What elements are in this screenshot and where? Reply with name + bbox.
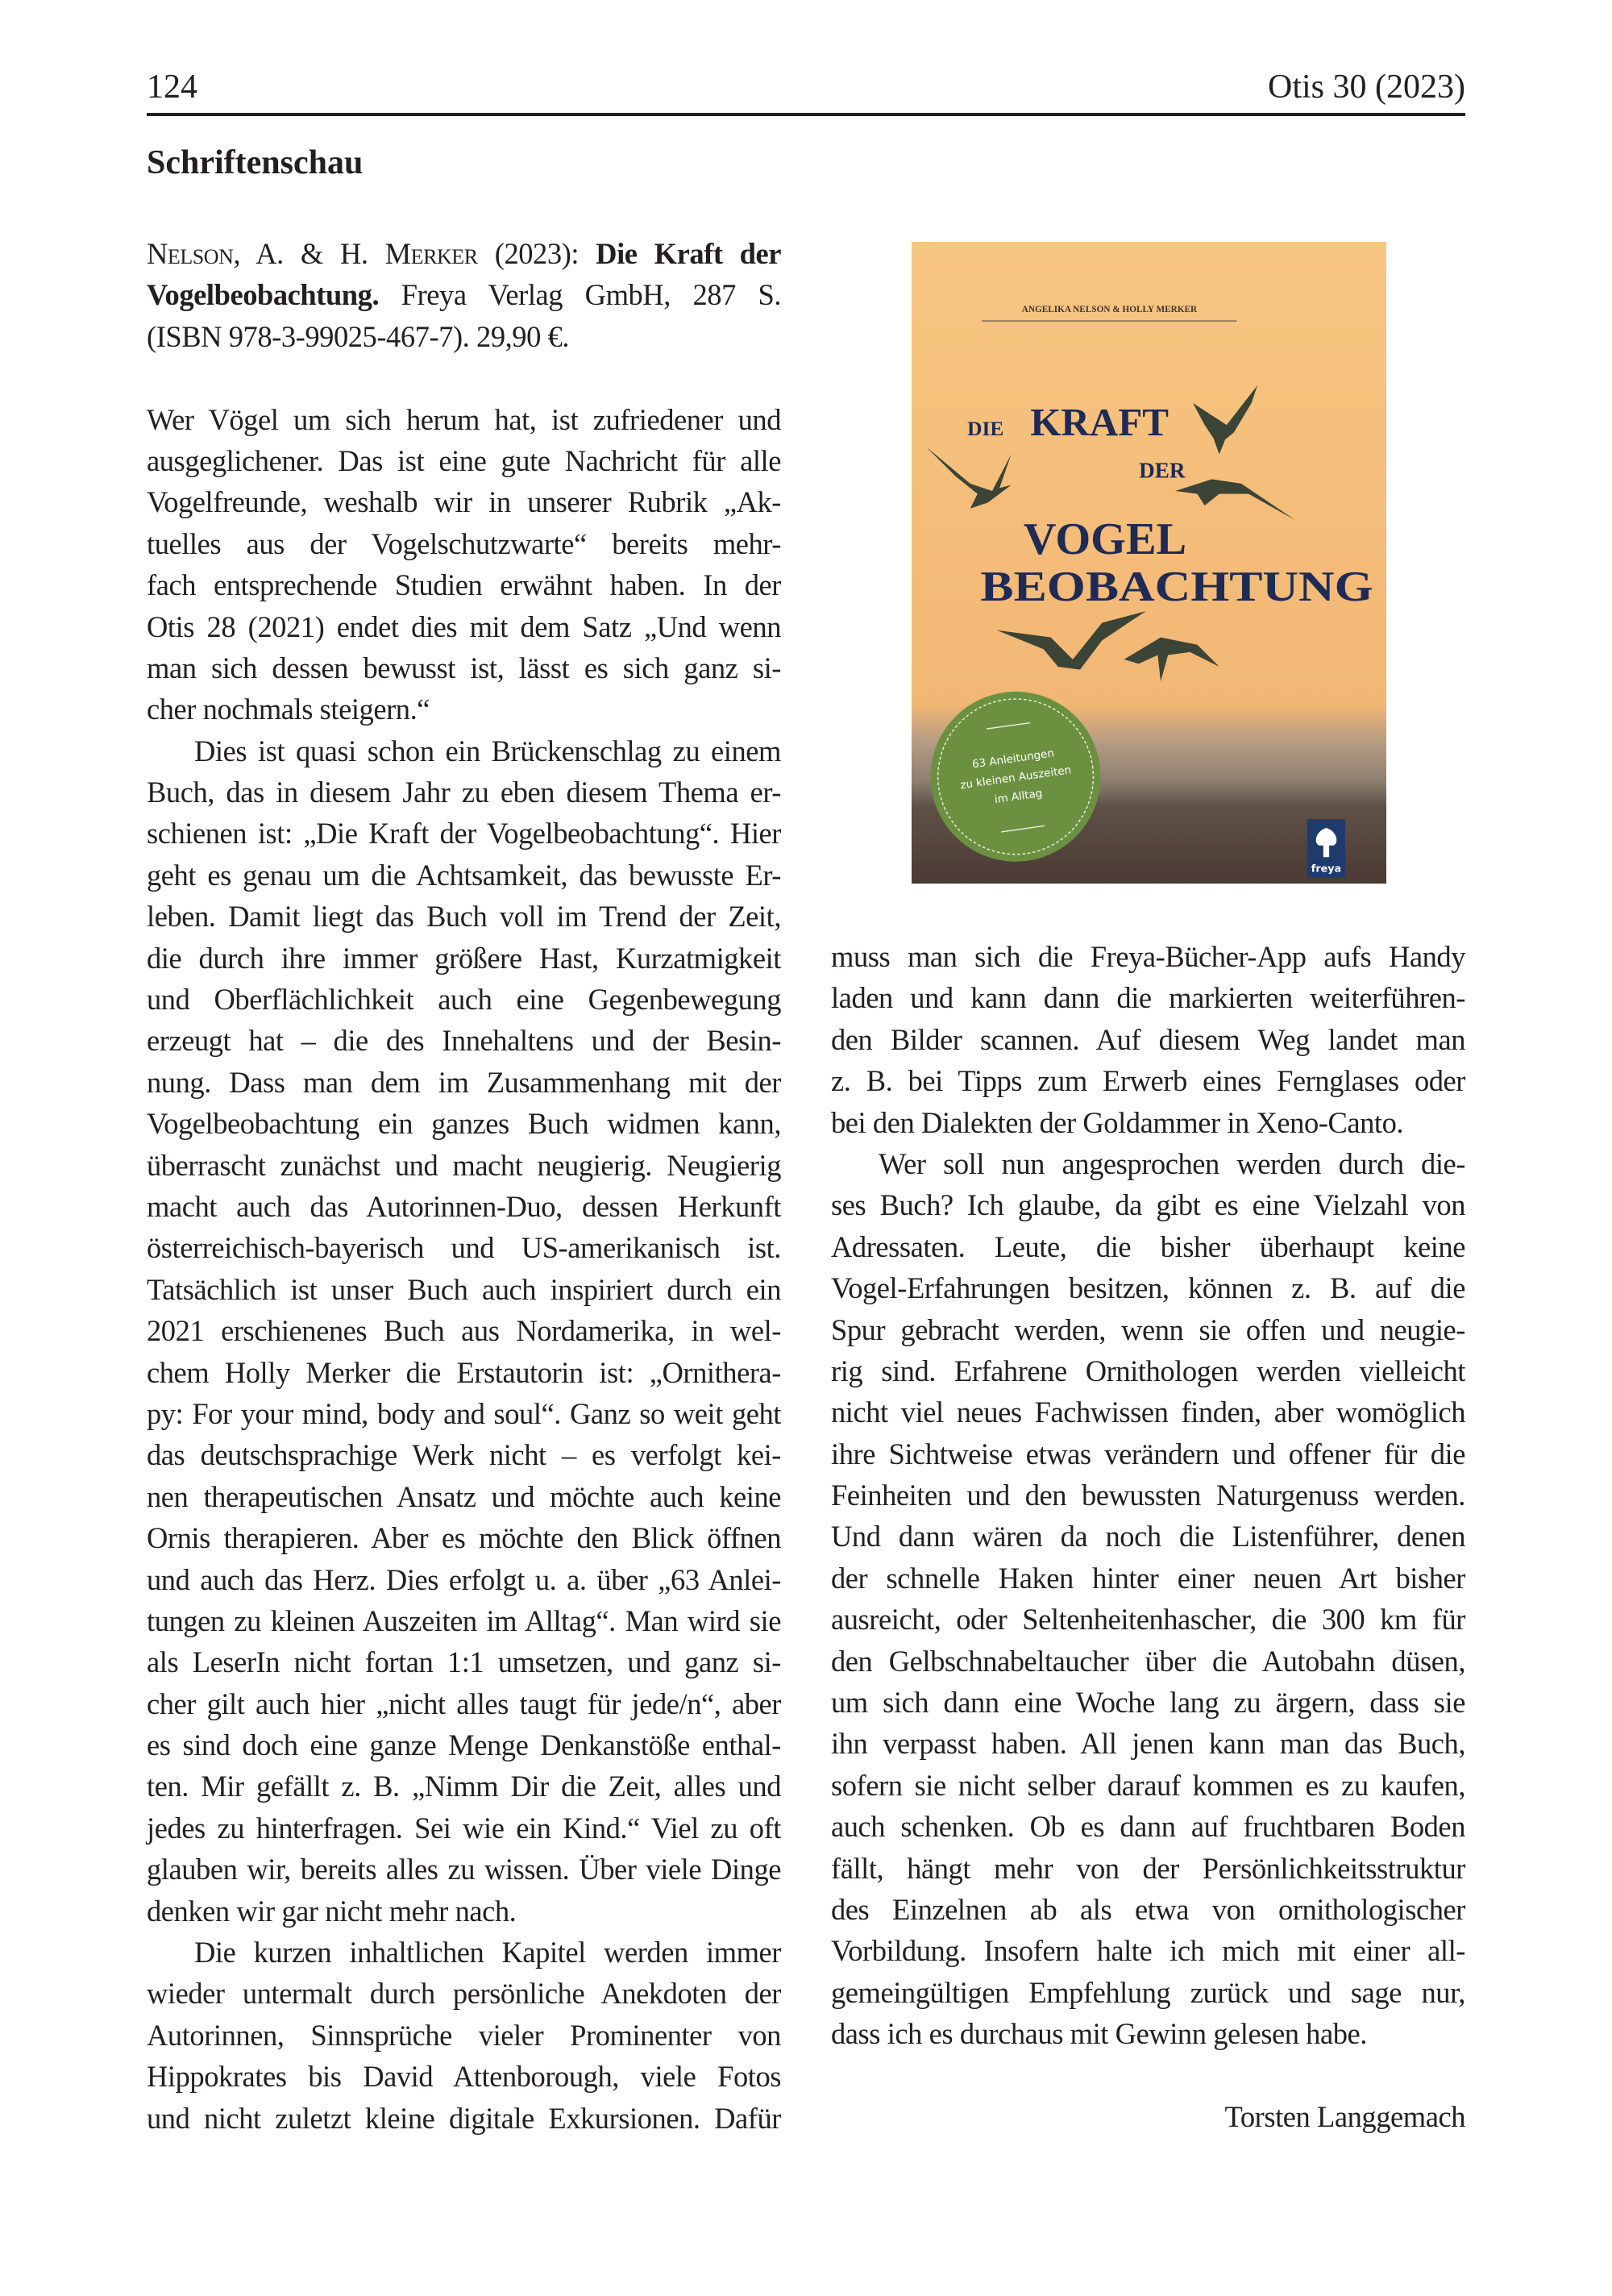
cover-title-beobachtung: BEOBACHTUNG — [980, 564, 1373, 611]
review-text-left — [147, 399, 781, 2139]
text-line: tuelles aus der Vogelschutzwarte“ bereits mehr- — [147, 526, 781, 560]
text-line: Hippokrates bis David Attenborough, viele Fotos — [147, 2060, 781, 2094]
text-line: auch schenken. Ob es dann auf fruchtbaren Boden — [831, 1810, 1465, 1844]
text-line: denken wir gar nicht mehr nach. — [147, 1894, 517, 1928]
spacer — [831, 2055, 1465, 2096]
cover-title-der: DER — [1139, 458, 1186, 483]
author-name: Nelson — [147, 237, 234, 270]
text-line: der schnelle Haken hinter einer neuen Art bisher — [831, 1561, 1465, 1595]
text-line: geht es genau um die Achtsamkeit, das bewusste Er- — [147, 858, 781, 892]
text-line: österreichisch-bayerisch und US-amerikanisch ist. — [147, 1231, 781, 1265]
text-line: Spur gebracht werden, wenn sie offen und neugie- — [831, 1312, 1465, 1346]
text-line: py: For your mind, body and soul“. Ganz so weit geht — [147, 1396, 781, 1430]
reference-line — [147, 316, 781, 357]
badge-line: 63 Anleitungen — [971, 747, 1055, 772]
text-line: leben. Damit liegt das Buch voll im Trend der Zeit, — [147, 900, 781, 934]
text-line: sofern sie nicht selber darauf kommen es zu kaufen, — [831, 1768, 1465, 1802]
text-line: chem Holly Merker die Erstautorin ist: „Ornithera- — [147, 1355, 781, 1389]
cover-title-kraft: KRAFT — [1030, 399, 1169, 444]
text-line: ausgeglichener. Das ist eine gute Nachricht für alle — [147, 443, 781, 477]
text-line: Dies ist quasi schon ein Brückenschlag zu einem — [194, 734, 781, 767]
text-line: Wer soll nun angesprochen werden durch die- — [879, 1146, 1465, 1180]
text-line: 2021 erschienenes Buch aus Nordamerika, in wel- — [147, 1314, 781, 1348]
reference-line — [147, 233, 781, 274]
text-line: Und dann wären da noch die Listenführer, denen — [831, 1520, 1465, 1554]
text-line: Feinheiten und den bewussten Naturgenuss werden. — [831, 1479, 1465, 1512]
author-name: Merker — [384, 237, 478, 270]
reviewer-signature: Torsten Langgemach — [1224, 2099, 1465, 2133]
text-line: Adressaten. Leute, die bisher überhaupt keine — [831, 1229, 1465, 1263]
left-column — [147, 233, 781, 2139]
text-line: Autorinnen, Sinnsprüche vieler Prominenter von — [147, 2018, 781, 2052]
spacer — [147, 357, 781, 398]
badge-line: zu kleinen Auszeiten — [959, 764, 1073, 792]
book-title: Vogelbeobachtung. — [147, 278, 380, 312]
text-line: als LeserIn nicht fortan 1:1 umsetzen, und ganz si- — [147, 1645, 781, 1679]
text-line: ihn verpasst haben. All jenen kann man das Buch, — [831, 1727, 1465, 1761]
book-cover-image — [912, 242, 1386, 884]
book-title: Die Kraft der — [596, 237, 781, 270]
section-title: Schriftenschau — [147, 144, 364, 181]
text-line: und nicht zuletzt kleine digitale Exkursionen. Dafür — [147, 2101, 781, 2135]
text-line: schienen ist: „Die Kraft der Vogelbeobachtung“. Hier — [147, 817, 781, 851]
text-line: man sich dessen bewusst ist, lässt es sich ganz si- — [147, 651, 781, 684]
isbn-price: (ISBN 978-3-99025-467-7). 29,90 €. — [147, 319, 570, 353]
text-line: ses Buch? Ich glaube, da gibt es eine Vielzahl von — [831, 1188, 1465, 1222]
badge-line: im Alltag — [993, 788, 1044, 807]
text-line: cher gilt auch hier „nicht alles taugt für jede/n“, aber — [147, 1687, 781, 1720]
text-line: muss man sich die Freya-Bücher-App aufs Handy — [831, 940, 1465, 973]
text-line: Vogelbeobachtung ein ganzes Buch widmen kann, — [147, 1107, 781, 1141]
text-line: um sich dann eine Woche lang zu ärgern, dass sie — [831, 1686, 1465, 1720]
text-line: gemeingültigen Empfehlung zurück und sage nur, — [831, 1975, 1465, 2009]
text-line: Vogelfreunde, weshalb wir in unserer Rubrik „Ak- — [147, 485, 781, 519]
text-line: die durch ihre immer größere Hast, Kurzatmigkeit — [147, 941, 781, 975]
text-line: ihre Sichtweise etwas verändern und offener für die — [831, 1437, 1465, 1470]
journal-issue: Otis 30 (2023) — [1268, 69, 1465, 106]
book-reference — [147, 233, 781, 357]
text-line: jedes zu hinterfragen. Sei wie ein Kind.“ Viel zu oft — [147, 1811, 781, 1845]
cover-title-die: DIE — [967, 416, 1004, 440]
text-line: nung. Dass man dem im Zusammenhang mit der — [147, 1065, 781, 1099]
text-line: fach entsprechende Studien erwähnt haben. In der — [147, 568, 781, 602]
text-line: cher nochmals steigern.“ — [147, 693, 430, 726]
text-line: Tatsächlich ist unser Buch auch inspiriert durch ein — [147, 1272, 781, 1306]
text-line: Vorbildung. Insofern halte ich mich mit einer all- — [831, 1934, 1465, 1968]
text-line: überrascht zunächst und macht neugierig. Neugierig — [147, 1148, 781, 1182]
author-separator: , A. & H. — [233, 237, 385, 270]
text-line: fällt, hängt mehr von der Persönlichkeitsstruktur — [831, 1851, 1465, 1885]
text-line: glauben wir, bereits alles zu wissen. Über viele Dinge — [147, 1853, 781, 1886]
right-column — [831, 936, 1465, 2137]
text-line: des Einzelnen ab als etwa von ornithologischer — [831, 1892, 1465, 1926]
text-line: Vogel-Erfahrungen besitzen, können z. B. auf die — [831, 1271, 1465, 1305]
page-number: 124 — [147, 69, 197, 106]
cover-title-vogel: VOGEL — [1023, 514, 1187, 565]
text-line: Otis 28 (2021) endet dies mit dem Satz „Und wenn — [147, 609, 781, 643]
text-line: dass ich es durchaus mit Gewinn gelesen habe. — [831, 2017, 1367, 2051]
text-line: das deutschsprachige Werk nicht – es verfolgt kei- — [147, 1438, 781, 1472]
header-rule — [147, 113, 1465, 116]
text-line: den Bilder scannen. Auf diesem Weg landet man — [831, 1022, 1465, 1056]
text-line: und auch das Herz. Dies erfolgt u. a. über „63 Anlei- — [147, 1562, 781, 1596]
year: (2023): — [477, 237, 596, 270]
text-line: und Oberflächlichkeit auch eine Gegenbewegung — [147, 983, 781, 1017]
text-line: es sind doch eine ganze Menge Denkanstöße enthal- — [147, 1728, 781, 1762]
text-line: laden und kann dann die markierten weiterführen- — [831, 981, 1465, 1015]
text-line: Wer Vögel um sich herum hat, ist zufriedener und — [147, 402, 781, 436]
text-line: Ornis therapieren. Aber es möchte den Blick öffnen — [147, 1521, 781, 1555]
text-line: Buch, das in diesem Jahr zu eben diesem Thema er- — [147, 776, 781, 809]
publisher: Freya Verlag GmbH, 287 S. — [379, 278, 781, 312]
text-line: nicht viel neues Fachwissen finden, aber womöglich — [831, 1395, 1465, 1429]
text-line: ausreicht, oder Seltenheitenhascher, die 300 km für — [831, 1603, 1465, 1637]
text-line: Die kurzen inhaltlichen Kapitel werden immer — [194, 1936, 781, 1969]
text-line: erzeugt hat – die des Innehaltens und der Besin- — [147, 1024, 781, 1058]
text-line: nen therapeutischen Ansatz und möchte auch keine — [147, 1479, 781, 1513]
text-line: bei den Dialekten der Goldammer in Xeno-Canto. — [831, 1105, 1404, 1139]
review-text-right — [831, 936, 1465, 2055]
publisher-logo — [1307, 819, 1345, 878]
text-line: ten. Mir gefällt z. B. „Nimm Dir die Zeit, alles und — [147, 1770, 781, 1803]
cover-authors: ANGELIKA NELSON & HOLLY MERKER — [1021, 305, 1198, 315]
text-line: z. B. bei Tipps zum Erwerb eines Fernglases oder — [831, 1064, 1465, 1098]
text-line: rig sind. Erfahrene Ornithologen werden vielleicht — [831, 1354, 1465, 1387]
text-line: wieder untermalt durch persönliche Anekdoten der — [147, 1977, 781, 2011]
reference-line — [147, 274, 781, 315]
text-line: tungen zu kleinen Auszeiten im Alltag“. Man wird sie — [147, 1603, 781, 1637]
publisher-logo-text: freya — [1311, 862, 1342, 875]
text-line: macht auch das Autorinnen-Duo, dessen Herkunft — [147, 1189, 781, 1223]
text-line: den Gelbschnabeltaucher über die Autobahn düsen, — [831, 1644, 1465, 1678]
